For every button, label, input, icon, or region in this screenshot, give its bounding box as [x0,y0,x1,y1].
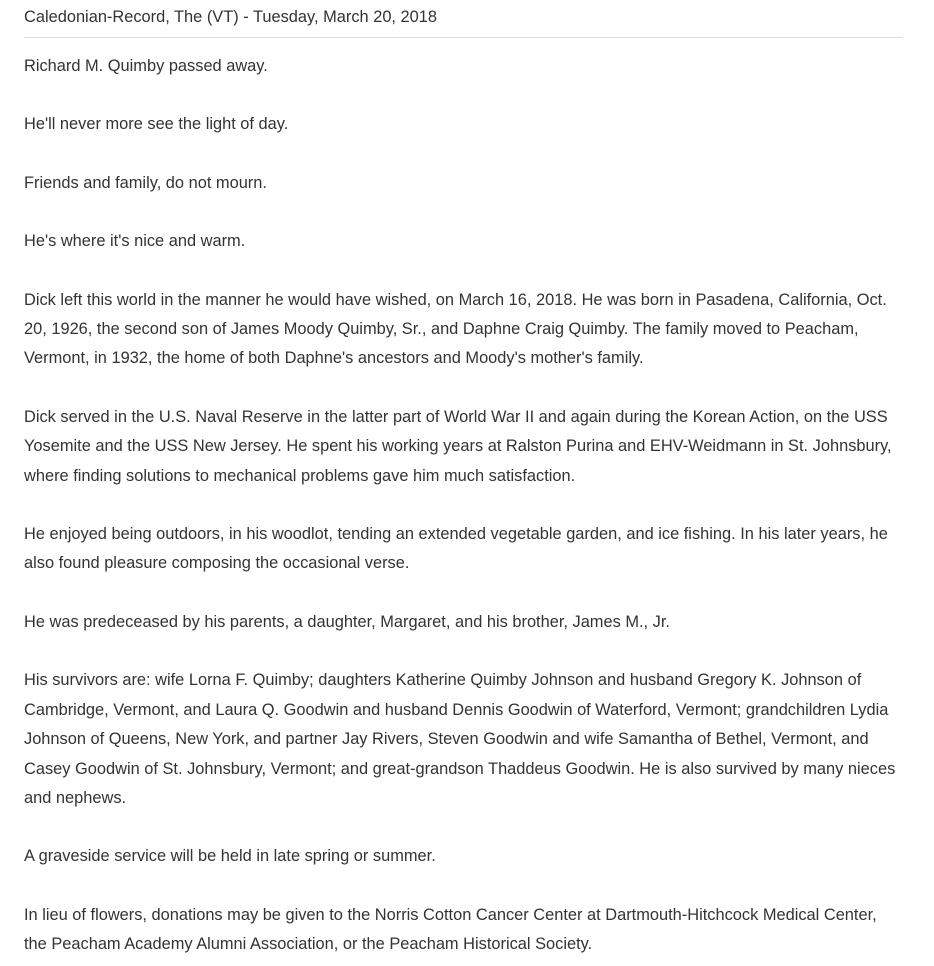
obituary-paragraph: Richard M. Quimby passed away. [24,57,268,75]
obituary-paragraph: Dick left this world in the manner he would have wished, on March 16, 2018. He was born in Pasadena, California, Oct. 20, 1926, the second son of James Moody Quimby, Sr., and Daphne Craig Quimby. The family moved to Peacham, Vermont, in 1932, the home of both Daphne's ancestors and Moody's mother's family. [24,290,887,368]
obituary-paragraph: He was predeceased by his parents, a daughter, Margaret, and his brother, James M., Jr. [24,612,670,631]
obituary-paragraph: A graveside service will be held in late spring or summer. [24,847,436,866]
obituary-paragraph: He enjoyed being outdoors, in his woodlot, tending an extended vegetable garden, and ice fishing. In his later years, he also found pleasure composing the occasional verse. [24,525,888,573]
obituary-paragraph: He's where it's nice and warm. [24,232,246,251]
obituary-paragraph: Friends and family, do not mourn. [24,173,267,192]
obituary-body [24,52,903,960]
source-line: Caledonian-Record, The (VT) - Tuesday, March 20, 2018 [24,6,903,38]
obituary-paragraph: His survivors are: wife Lorna F. Quimby; daughters Katherine Quimby Johnson and husband Gregory K. Johnson of Cambridge, Vermont, and Laura Q. Goodwin and husband Dennis Goodwin of Waterford, Vermont; grandchildren Lydia Johnson of Queens, New York, and partner Jay Rivers, Steven Goodwin and wife Samantha of Bethel, Vermont, and Casey Goodwin of St. Johnsbury, Vermont; and great-grandson Thaddeus Goodwin. He is also survived by many nieces and nephews. [24,671,896,807]
obituary-paragraph: In lieu of flowers, donations may be given to the Norris Cotton Cancer Center at Dartmouth-Hitchcock Medical Center, the Peacham Academy Alumni Association, or the Peacham Historical Society. [24,905,877,954]
obituary-paragraph: He'll never more see the light of day. [24,115,289,134]
obituary-paragraph: Dick served in the U.S. Naval Reserve in the latter part of World War II and again during the Korean Action, on the USS Yosemite and the USS New Jersey. He spent his working years at Ralston Purina and EHV-Weidmann in St. Johnsbury, where finding solutions to mechanical problems gave him much satisfaction. [24,407,892,485]
